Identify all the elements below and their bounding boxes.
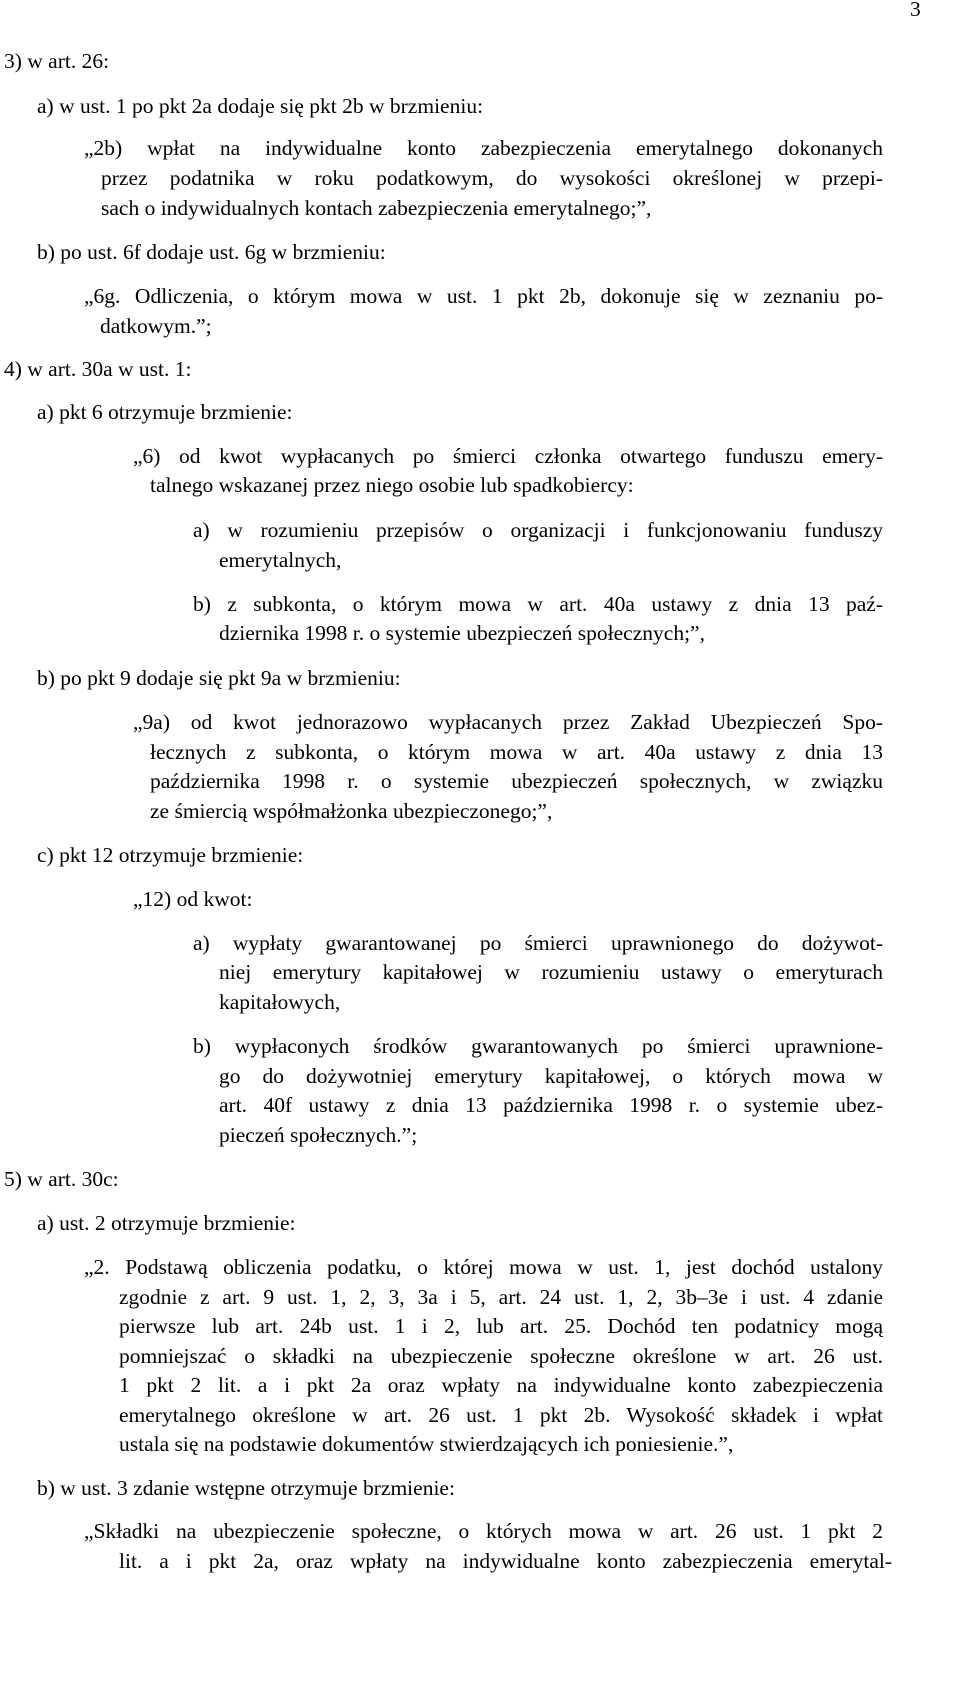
text-line: b) z subkonta, o którym mowa w art. 40a ustawy z dnia 13 paź- <box>193 592 883 616</box>
text-line: emerytalnych, <box>219 548 342 572</box>
text-line-art30a-heading: 4) w art. 30a w ust. 1: <box>4 357 192 381</box>
text-line-art30c-heading: 5) w art. 30c: <box>4 1167 119 1191</box>
text-line: dziernika 1998 r. o systemie ubezpieczeń społecznych;”, <box>219 621 705 645</box>
text-line: pieczeń społecznych.”; <box>219 1123 418 1147</box>
text-line: talnego wskazanej przez niego osobie lub spadkobiercy: <box>150 473 634 497</box>
text-line: c) pkt 12 otrzymuje brzmienie: <box>37 843 304 867</box>
text-line: a) wypłaty gwarantowanej po śmierci uprawnionego do dożywot- <box>193 931 883 955</box>
text-line: „9a) od kwot jednorazowo wypłacanych przez Zakład Ubezpieczeń Spo- <box>133 710 883 734</box>
text-line: a) pkt 6 otrzymuje brzmienie: <box>37 400 293 424</box>
text-line: łecznych z subkonta, o którym mowa w art. 40a ustawy z dnia 13 <box>150 740 883 764</box>
text-line: ze śmiercią współmałżonka ubezpieczonego;”, <box>150 799 553 823</box>
text-line: pomniejszać o składki na ubezpieczenie społeczne określone w art. 26 ust. <box>119 1344 883 1368</box>
text-line: kapitałowych, <box>219 990 341 1014</box>
text-line: b) wypłaconych środków gwarantowanych po śmierci uprawnione- <box>193 1034 883 1058</box>
text-line: „6g. Odliczenia, o którym mowa w ust. 1 pkt 2b, dokonuje się w zeznaniu po- <box>84 284 883 308</box>
text-line: b) po pkt 9 dodaje się pkt 9a w brzmieniu: <box>37 666 401 690</box>
text-line: 1 pkt 2 lit. a i pkt 2a oraz wpłaty na indywidualne konto zabezpieczenia <box>119 1373 883 1397</box>
text-line: a) w ust. 1 po pkt 2a dodaje się pkt 2b w brzmieniu: <box>37 94 484 118</box>
text-line: października 1998 r. o systemie ubezpieczeń społecznych, w związku <box>150 769 883 793</box>
text-line: emerytalnego określone w art. 26 ust. 1 pkt 2b. Wysokość składek i wpłat <box>119 1403 883 1427</box>
text-line: pierwsze lub art. 24b ust. 1 i 2, lub art. 25. Dochód ten podatnicy mogą <box>119 1314 883 1338</box>
text-line: art. 40f ustawy z dnia 13 października 1998 r. o systemie ubez- <box>219 1093 883 1117</box>
text-line: przez podatnika w roku podatkowym, do wysokości określonej w przepi- <box>101 166 883 190</box>
text-line: „Składki na ubezpieczenie społeczne, o których mowa w art. 26 ust. 1 pkt 2 <box>84 1519 883 1543</box>
page-number: 3 <box>910 0 921 21</box>
text-line: „2. Podstawą obliczenia podatku, o której mowa w ust. 1, jest dochód ustalony <box>84 1255 883 1279</box>
text-line: sach o indywidualnych kontach zabezpieczenia emerytalnego;”, <box>101 196 652 220</box>
text-line: datkowym.”; <box>100 314 212 338</box>
text-line: ustala się na podstawie dokumentów stwierdzających ich poniesienie.”, <box>119 1432 734 1456</box>
text-line: „2b) wpłat na indywidualne konto zabezpieczenia emerytalnego dokonanych <box>84 136 883 160</box>
text-line: lit. a i pkt 2a, oraz wpłaty na indywidualne konto zabezpieczenia emerytal- <box>119 1549 892 1573</box>
text-line: b) po ust. 6f dodaje ust. 6g w brzmieniu: <box>37 240 386 264</box>
text-line: a) w rozumieniu przepisów o organizacji i funkcjonowaniu funduszy <box>193 518 883 542</box>
text-line: a) ust. 2 otrzymuje brzmienie: <box>37 1211 296 1235</box>
text-line: „12) od kwot: <box>133 887 253 911</box>
text-line: niej emerytury kapitałowej w rozumieniu ustawy o emeryturach <box>219 960 883 984</box>
text-line-art26-heading: 3) w art. 26: <box>4 49 110 73</box>
text-line: „6) od kwot wypłacanych po śmierci członka otwartego funduszu emery- <box>133 444 883 468</box>
text-line: go do dożywotniej emerytury kapitałowej, o których mowa w <box>219 1064 883 1088</box>
text-line: b) w ust. 3 zdanie wstępne otrzymuje brzmienie: <box>37 1476 455 1500</box>
text-line: zgodnie z art. 9 ust. 1, 2, 3, 3a i 5, art. 24 ust. 1, 2, 3b–3e i ust. 4 zdanie <box>119 1285 883 1309</box>
